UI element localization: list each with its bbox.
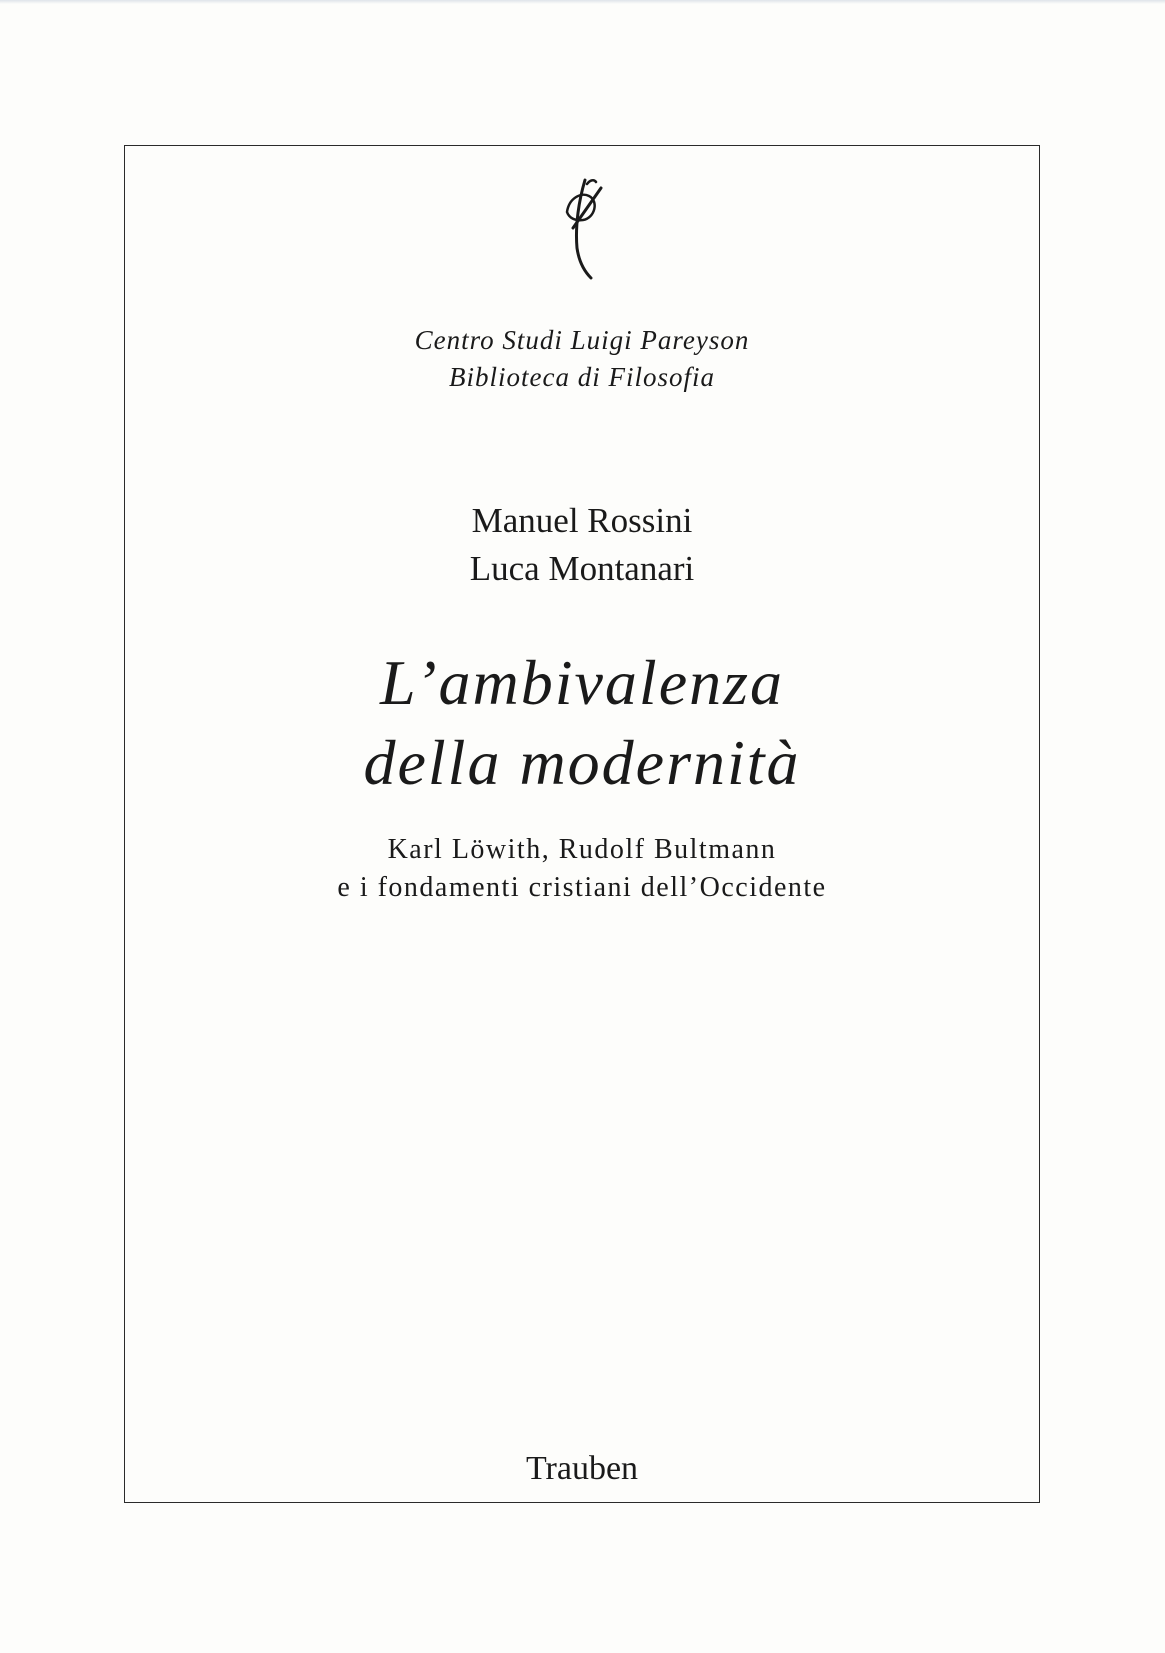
phi-monogram-icon <box>555 170 610 285</box>
book-subtitle <box>124 831 1040 907</box>
page-top-edge <box>0 0 1165 4</box>
book-title <box>124 643 1040 803</box>
series-name: Centro Studi Luigi Pareyson <box>414 325 750 355</box>
publisher-name: Trauben <box>525 1450 639 1487</box>
title-line: L’ambivalenza <box>379 647 785 718</box>
author-name: Luca Montanari <box>469 549 695 588</box>
subtitle-line: Karl Löwith, Rudolf Bultmann <box>387 834 777 865</box>
subtitle-line: e i fondamenti cristiani dell’Occidente <box>337 872 827 903</box>
title-line: della modernità <box>363 727 801 798</box>
authors-block <box>124 497 1040 593</box>
series-collection: Biblioteca di Filosofia <box>449 362 715 392</box>
series-block <box>124 322 1040 396</box>
author-name: Manuel Rossini <box>471 501 693 540</box>
